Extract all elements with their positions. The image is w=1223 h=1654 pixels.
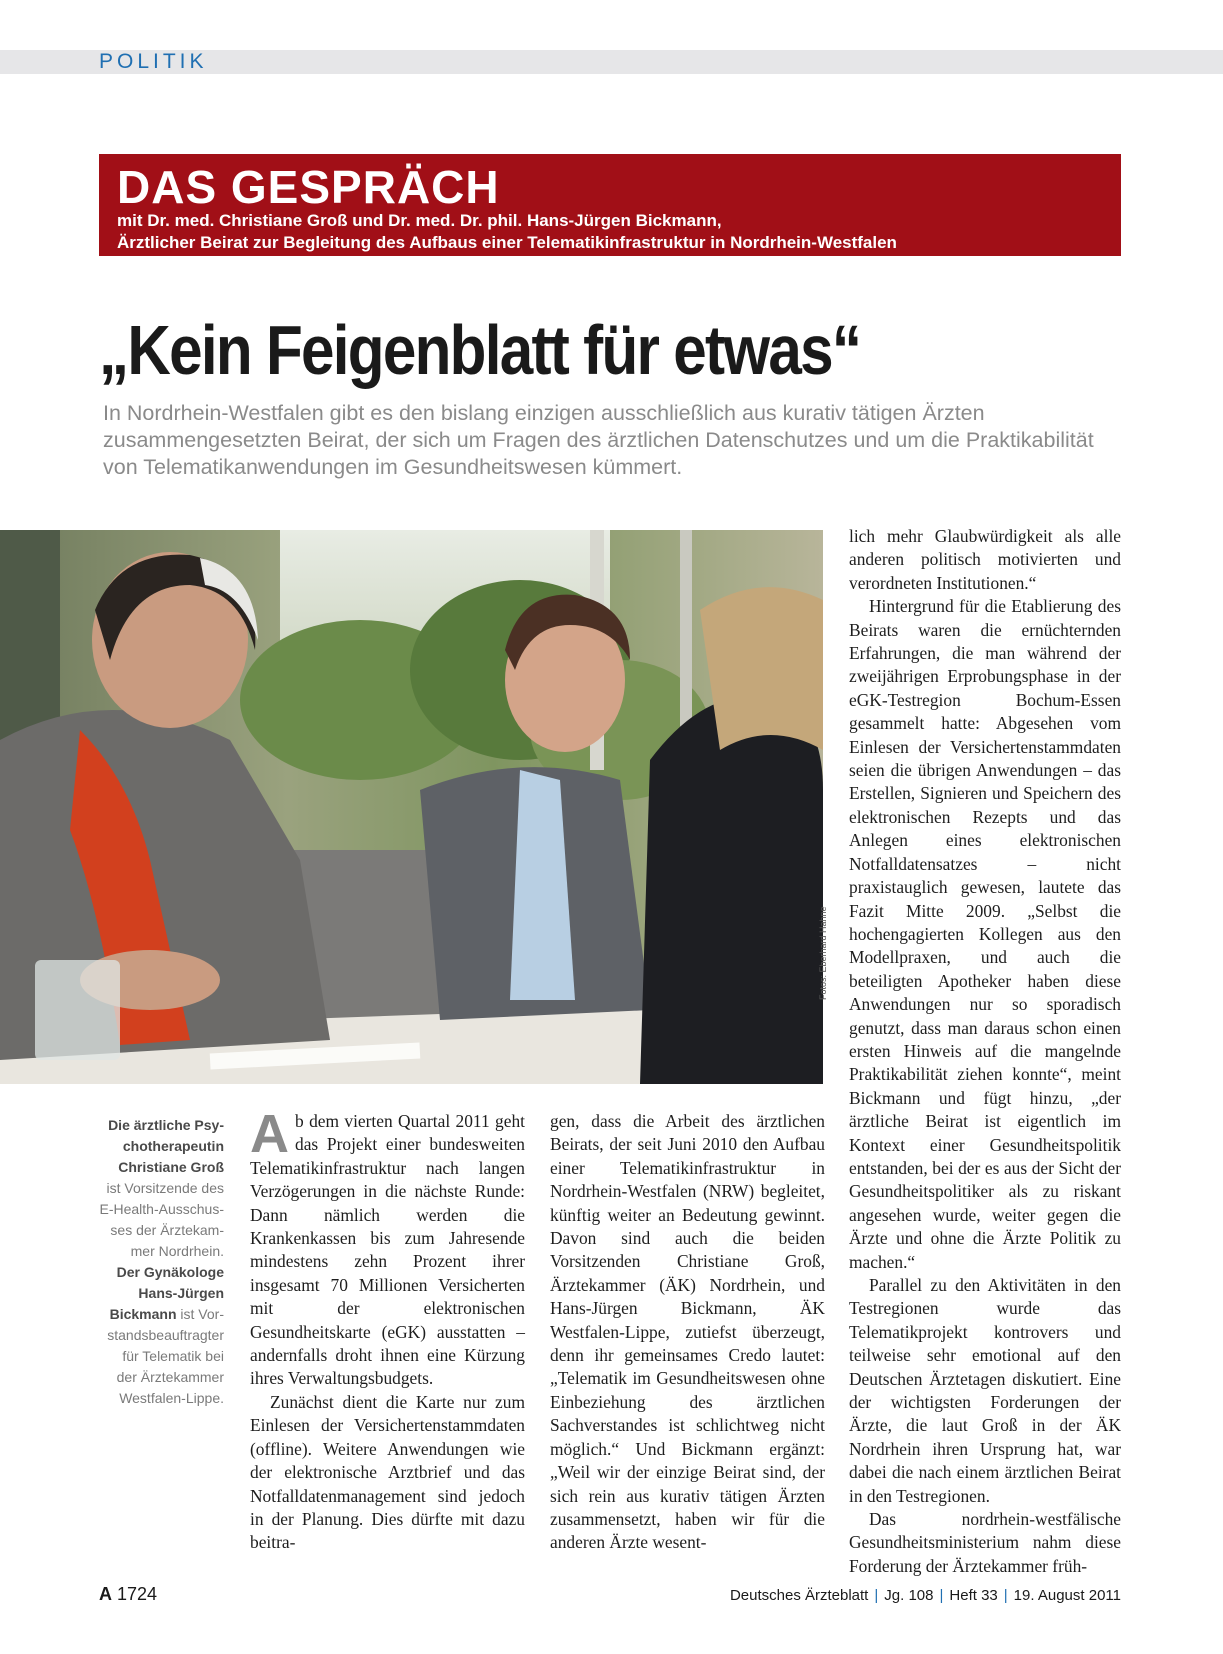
journal-date: 19. August 2011 bbox=[1013, 1587, 1121, 1604]
caption-name1-c: Christiane Groß bbox=[118, 1159, 224, 1175]
column3-paragraph-3: Parallel zu den Aktivitäten in den Testregionen wurde das Telematikprojekt kontrovers und teilweise sehr emotional auf den Deutschen Ärztetagen diskutiert. Eine der wichtigsten Forderungen der Ärzte, die laut Groß in der ÄK Nordrhein ihren Ursprung hat, war dabei die nach einem ärztlichen Beirat in den Testregionen. bbox=[849, 1275, 1121, 1506]
article-lead: In Nordrhein-Westfalen gibt es den bislang einzigen ausschließlich aus kurativ tätigen Ärzten zusammengesetzten Beirat, der sich um Fragen des ärztlichen Datenschutzes und um die Praktikabilität von Telematikanwendungen im Gesundheitswesen kümmert. bbox=[103, 401, 1094, 479]
page-number bbox=[99, 1584, 157, 1605]
footer-separator: | bbox=[939, 1587, 944, 1604]
caption-text2-a: ist Vor- bbox=[180, 1306, 224, 1322]
footer-separator: | bbox=[1003, 1587, 1008, 1604]
column1-paragraph-1 bbox=[250, 1104, 525, 1391]
column3-paragraph-1: lich mehr Glaubwürdigkeit als alle anderen politisch motivierten und verordneten Institutionen.“ bbox=[849, 526, 1121, 593]
caption-text2-d: der Ärztekammer bbox=[116, 1369, 224, 1385]
caption-text1-a: ist Vorsitzende des bbox=[106, 1180, 224, 1196]
caption-name2-b: Hans-Jürgen bbox=[138, 1285, 224, 1301]
article-column-3 bbox=[849, 525, 1121, 1578]
column1-paragraph-1-text: b dem vierten Quartal 2011 geht das Projekt einer bundesweiten Telematikinfrastruktur nach langen Verzögerungen in die nächste Runde: Dann nämlich werden die Krankenkassen bis zum Jahresende mindestens zehn Prozent ihrer insgesamt 70 Millionen Versicherten mit der elektronischen Gesundheitskarte (eGK) ausstatten – andernfalls droht ihnen eine Kürzung ihres Verwaltungsbudgets. bbox=[250, 1111, 525, 1389]
caption-text2-e: Westfalen-Lippe. bbox=[119, 1390, 224, 1406]
photo-credit: Fotos: Eberhard Hahne bbox=[818, 906, 828, 1000]
journal-issue: Heft 33 bbox=[949, 1587, 998, 1604]
caption-text1-d: mer Nordrhein. bbox=[130, 1243, 224, 1259]
caption-name2-a: Der Gynäkologe bbox=[116, 1264, 224, 1280]
banner-subtitle bbox=[117, 210, 1117, 254]
caption-text1-b: E-Health-Ausschus- bbox=[99, 1201, 224, 1217]
banner-subtitle-line1: mit Dr. med. Christiane Groß und Dr. med. Dr. phil. Hans-Jürgen Bickmann, bbox=[117, 211, 722, 230]
edition-letter: A bbox=[99, 1584, 112, 1604]
banner-title: DAS GESPRÄCH bbox=[117, 161, 500, 213]
column3-paragraph-2: Hintergrund für die Etablierung des Beirats waren die ernüchternden Erfahrungen, die man während der zweijährigen Erprobungsphase in der eGK-Testregion Bochum-Essen gesammelt hatte: Abgesehen vom Einlesen der Versichertenstammdaten seien die übrigen Anwendungen – das Erstellen, Signieren und Speichern des elektronischen Rezepts und das Anlegen eines elektronischen Notfalldatensatzes – nicht praxistauglich gewesen, lautete das Fazit Mitte 2009. „Selbst die hochengagierten Kollegen aus den Modellpraxen, und auch die beteiligten Apotheker haben diese Anwendungen nur so sporadisch genutzt, dass man daraus schon einen ersten Hinweis auf die mangelnde Praktikabilität ziehen konnte“, meint Bickmann und fügt hinzu, „der ärztliche Beirat ist eigentlich im Kontext einer Gesundheitspolitik entstanden, bei der es aus der Sicht der Gesundheitspolitiker als zu riskant angesehen wurde, weiter gegen die Ärzte und ohne die Ärzte Politik zu machen.“ bbox=[849, 596, 1121, 1272]
drop-cap: A bbox=[250, 1104, 289, 1164]
caption-text2-b: standsbeauftragter bbox=[107, 1327, 224, 1343]
photo-illustration bbox=[0, 530, 823, 1084]
photo-caption bbox=[93, 1115, 224, 1409]
journal-volume: Jg. 108 bbox=[884, 1587, 934, 1604]
journal-name: Deutsches Ärzteblatt bbox=[729, 1587, 869, 1604]
section-label: POLITIK bbox=[99, 50, 208, 73]
caption-name2-c: Bickmann bbox=[109, 1306, 177, 1322]
caption-text1-c: ses der Ärztekam- bbox=[110, 1222, 224, 1238]
article-column-1 bbox=[250, 1104, 525, 1555]
interview-banner bbox=[99, 154, 1121, 256]
journal-info bbox=[730, 1587, 1121, 1604]
caption-name1-a: Die ärztliche Psy- bbox=[108, 1117, 224, 1133]
footer-separator: | bbox=[874, 1587, 879, 1604]
banner-subtitle-line2: Ärztlicher Beirat zur Begleitung des Aufbaus einer Telematikinfrastruktur in Nordrhein-Westfalen bbox=[117, 233, 897, 252]
interview-photo bbox=[0, 530, 823, 1084]
caption-name1-b: chotherapeutin bbox=[122, 1138, 224, 1154]
column3-paragraph-4: Das nordrhein-westfälische Gesundheitsministerium nahm diese Forderung der Ärztekammer früh- bbox=[849, 1509, 1121, 1576]
article-column-2 bbox=[550, 1110, 825, 1555]
column2-paragraph-1: gen, dass die Arbeit des ärztlichen Beirats, der seit Juni 2010 den Aufbau einer Telematikinfrastruktur in Nordrhein-Westfalen (NRW) begleitet, künftig weiter an Bedeutung gewinnt. Davon sind auch die beiden Vorsitzenden Christiane Groß, Ärztekammer (ÄK) Nordrhein, und Hans-Jürgen Bickmann, ÄK Westfalen-Lippe, zutiefst überzeugt, denn ihr gemeinsames Credo lautet: „Telematik im Gesundheitswesen ohne Einbeziehung des ärztlichen Sachverstandes ist schlichtweg nicht möglich.“ Und Bickmann ergänzt: „Weil wir der einzige Beirat sind, der sich rein aus kurativ tätigen Ärzten zusammensetzt, haben wir für die anderen Ärzte wesent- bbox=[550, 1111, 825, 1553]
column1-paragraph-2: Zunächst dient die Karte nur zum Einlesen der Versichertenstammdaten (offline). Weitere Anwendungen wie der elektronische Arztbrief und das Notfalldatenmanagement sind jedoch in der Planung. Dies dürfte mit dazu beitra- bbox=[250, 1391, 525, 1553]
article-headline: „Kein Feigenblatt für etwas“ bbox=[99, 311, 861, 389]
page-number-value: 1724 bbox=[117, 1584, 158, 1604]
caption-text2-c: für Telematik bei bbox=[122, 1348, 224, 1364]
